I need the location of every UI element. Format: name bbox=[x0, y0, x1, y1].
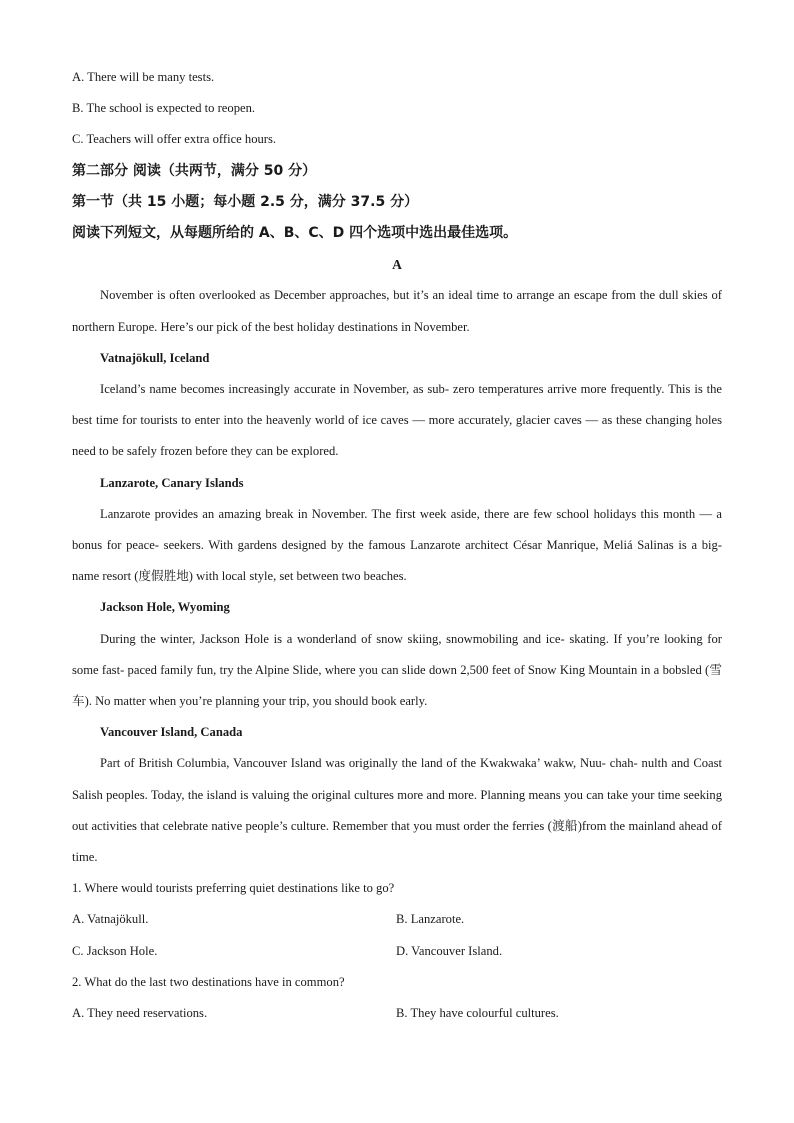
destination-text-jackson-hole: During the winter, Jackson Hole is a wonderland of snow skiing, snowmobiling and ice- skating. If you’re looking for some fast- paced family fun, try the Alpine Slide, where you can slide down 2,500 feet of Snow King Mountain in a bobsled (雪车). No matter when you’re planning your trip, you should book early. bbox=[72, 631, 722, 709]
question-1-options-row-2 bbox=[72, 936, 722, 967]
prev-option-a: A. There will be many tests. bbox=[72, 70, 215, 84]
passage-intro: November is often overlooked as December approaches, but it’s an ideal time to arrange an escape from the dull skies of northern Europe. Here’s our pick of the best holiday destinations in November. bbox=[72, 288, 722, 334]
passage-label: A bbox=[392, 257, 402, 273]
destination-title-iceland: Vatnajökull, Iceland bbox=[100, 350, 210, 365]
destination-title-vancouver: Vancouver Island, Canada bbox=[100, 725, 243, 740]
document-page bbox=[72, 62, 722, 1029]
destination-title-jackson-hole: Jackson Hole, Wyoming bbox=[100, 600, 230, 615]
question-1-option-a[interactable]: A. Vatnajökull. bbox=[72, 912, 149, 927]
question-1-option-c[interactable]: C. Jackson Hole. bbox=[72, 943, 158, 958]
destination-text-vancouver: Part of British Columbia, Vancouver Island was originally the land of the Kwakwaka’ wakw, Nuu- chah- nulth and Coast Salish peoples. Today, the island is valuing the original cultures more and more. Planning means you can take your time seeking out activities that celebrate native people’s culture. Remember that you must order the ferries (渡船)from the mainland ahead of time. bbox=[72, 756, 722, 865]
question-1-option-b[interactable]: B. Lanzarote. bbox=[396, 912, 465, 927]
prev-option-b: B. The school is expected to reopen. bbox=[72, 101, 256, 116]
part-heading: 第二部分 阅读（共两节，满分 50 分） bbox=[72, 162, 317, 179]
question-2-option-b[interactable]: B. They have colourful cultures. bbox=[396, 1006, 559, 1021]
prev-option-c: C. Teachers will offer extra office hours. bbox=[72, 132, 277, 147]
question-2-stem: 2. What do the last two destinations have in common? bbox=[72, 974, 345, 989]
question-1-options-row-1 bbox=[72, 904, 722, 935]
question-1-option-d[interactable]: D. Vancouver Island. bbox=[396, 943, 503, 958]
destination-title-lanzarote: Lanzarote, Canary Islands bbox=[100, 475, 244, 490]
destination-text-iceland: Iceland’s name becomes increasingly accurate in November, as sub- zero temperatures arrive more frequently. This is the best time for tourists to enter into the heavenly world of ice caves — more accurately, glacier caves — as these changing holes need to be safely frozen before they can be explored. bbox=[72, 382, 722, 459]
destination-text-lanzarote: Lanzarote provides an amazing break in November. The first week aside, there are few school holidays this month — a bonus for peace- seekers. With gardens designed by the famous Lanzarote architect César Manrique, Meliá Salinas is a big- name resort (度假胜地) with local style, set between two beaches. bbox=[72, 506, 722, 584]
question-2-option-a[interactable]: A. They need reservations. bbox=[72, 1006, 208, 1021]
question-2-options-row-1 bbox=[72, 998, 722, 1029]
question-1-stem: 1. Where would tourists preferring quiet destinations like to go? bbox=[72, 881, 395, 896]
section-heading: 第一节（共 15 小题；每小题 2.5 分，满分 37.5 分） bbox=[72, 193, 419, 210]
instruction-heading: 阅读下列短文，从每题所给的 A、B、C、D 四个选项中选出最佳选项。 bbox=[72, 225, 518, 242]
